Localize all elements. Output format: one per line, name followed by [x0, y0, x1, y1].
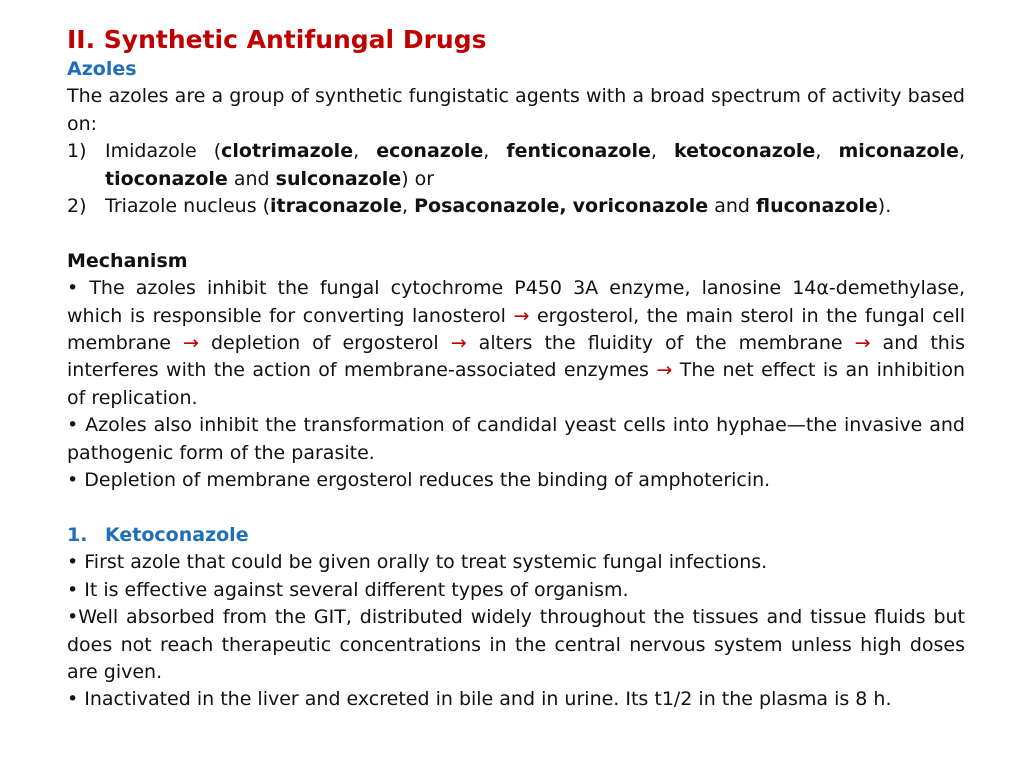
text-run: and: [708, 195, 756, 218]
drug-name: voriconazole: [572, 195, 709, 218]
text-run: alters the fluidity of the membrane: [466, 332, 855, 355]
text-run: ,: [958, 140, 965, 163]
text-run: ) or: [401, 167, 435, 190]
list-text: [105, 138, 965, 193]
keto-bullet: •Well absorbed from the GIT, distributed widely throughout the tissues and tissue fluids but does not reach therapeutic concentrations in the central nervous system unless high doses are given.: [67, 606, 965, 683]
keto-bullet: • First azole that could be given orally to treat systemic fungal infections.: [67, 551, 768, 574]
keto-bullet: • Inactivated in the liver and excreted in bile and in urine. Its t1/2 in the plasma is 8 h.: [67, 688, 892, 711]
spacer: [67, 494, 965, 521]
document-page: [67, 24, 965, 714]
drug-name: fluconazole: [756, 195, 878, 218]
text-run: Triazole nucleus (: [105, 195, 271, 218]
drug-name: miconazole: [838, 140, 959, 163]
arrow-icon: →: [513, 304, 530, 327]
ketoconazole-heading: [67, 522, 965, 549]
text-run: ,: [815, 140, 839, 163]
text-run: ).: [877, 195, 892, 218]
drug-name: itraconazole: [270, 195, 403, 218]
drug-name: tioconazole: [105, 167, 228, 190]
drug-name: ketoconazole: [673, 140, 816, 163]
mechanism-heading: Mechanism: [67, 249, 188, 272]
section-number: 1.: [67, 523, 88, 546]
text-run: ,: [353, 140, 377, 163]
drug-name: Posaconazole,: [414, 195, 567, 218]
text-run: and: [227, 167, 276, 190]
text-run: Imidazole (: [105, 140, 222, 163]
arrow-icon: →: [854, 332, 871, 355]
text-run: ,: [483, 140, 507, 163]
text-run: The net effect is an inhibition of replication.: [67, 359, 965, 409]
spacer: [67, 220, 965, 247]
text-run: ,: [402, 195, 415, 218]
text-run: • The azoles inhibit the fungal cytochrome P450 3A enzyme, lanosine 14α-demethylase, which is responsible for converting lanosterol: [67, 277, 965, 327]
arrow-icon: →: [450, 332, 467, 355]
drug-name: fenticonazole: [506, 140, 651, 163]
list-item: [67, 138, 965, 193]
mechanism-bullet: [67, 275, 965, 412]
text-run: ergosterol, the main sterol in the fungal cell membrane: [67, 304, 966, 355]
keto-bullet: • It is effective against several different types of organism.: [67, 578, 629, 601]
azoles-heading: Azoles: [67, 58, 137, 80]
drug-name: econazole: [376, 140, 484, 163]
arrow-icon: →: [656, 359, 673, 382]
drug-name: sulconazole: [275, 167, 402, 190]
section-title: Ketoconazole: [105, 523, 249, 546]
page-title: II. Synthetic Antifungal Drugs: [67, 25, 487, 54]
mechanism-bullet: • Azoles also inhibit the transformation of candidal yeast cells into hyphae—the invasive and pathogenic form of the parasite.: [67, 414, 965, 464]
list-item: [67, 193, 965, 220]
text-run: ,: [650, 140, 674, 163]
text-run: depletion of ergosterol: [198, 332, 451, 355]
list-number: 2): [67, 195, 87, 218]
list-text: [105, 193, 965, 220]
list-number: 1): [67, 140, 87, 163]
text-run: and this interferes with the action of membrane-associated enzymes: [67, 332, 965, 382]
mechanism-bullet: • Depletion of membrane ergosterol reduces the binding of amphotericin.: [67, 469, 771, 492]
arrow-icon: →: [182, 332, 199, 355]
azoles-intro: The azoles are a group of synthetic fungistatic agents with a broad spectrum of activity based on:: [67, 85, 965, 135]
drug-name: clotrimazole: [221, 140, 354, 163]
